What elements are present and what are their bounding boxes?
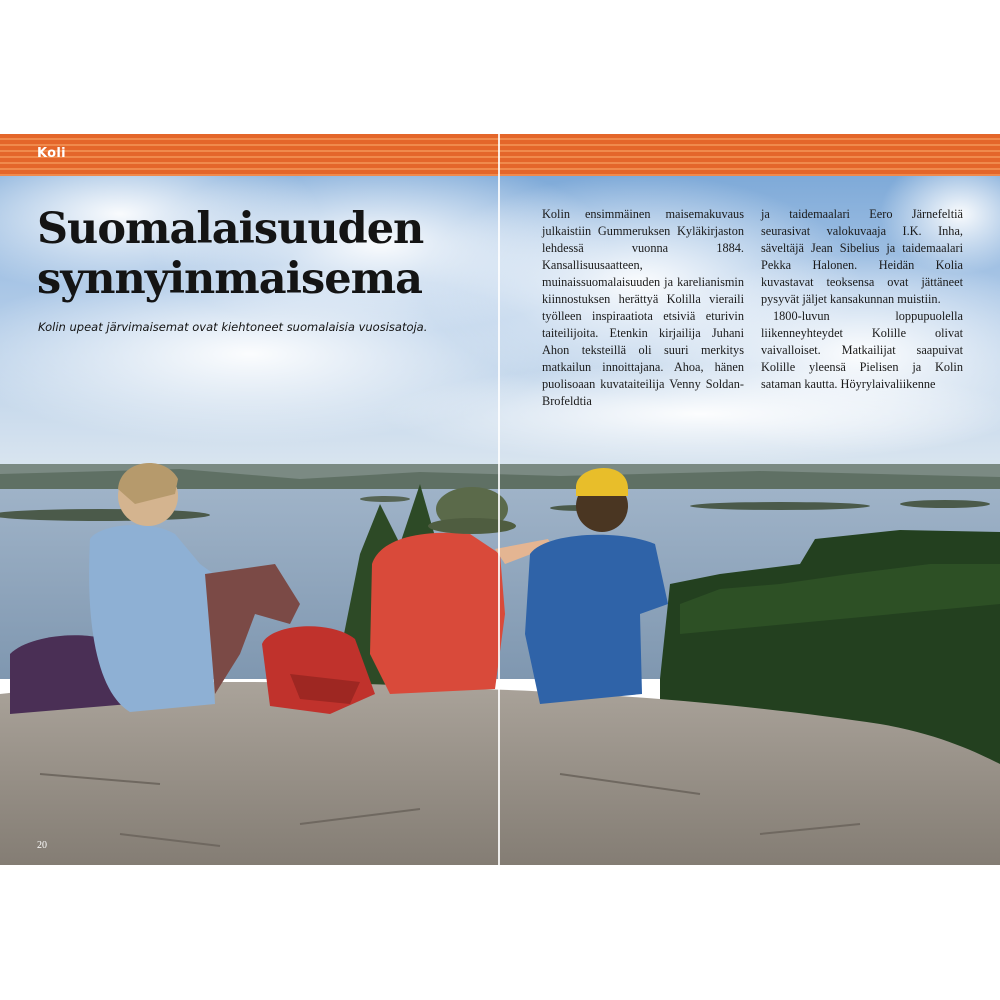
article-lede: Kolin upeat järvimaisemat ovat kiehtoneet suomalaisia vuosisatoja. [38, 320, 428, 334]
article-title [37, 204, 423, 304]
title-line-2: synnyinmaisema [37, 254, 422, 304]
section-label: Koli [37, 146, 66, 161]
section-header-band [0, 134, 1000, 176]
column-2-paragraph-2: 1800-luvun loppupuolella liikenneyhteydet Kolille olivat vaivalloiset. Matkailijat saapuivat Kolille yleensä Pielisen ja Kolin sataman kautta. Höyrylaivaliikenne [761, 309, 963, 391]
magazine-spread [0, 134, 1000, 865]
column-2-paragraph-1: ja taidemaalari Eero Järnefeltiä seurasivat valokuvaaja I.K. Inha, säveltäjä Jean Sibelius ja taidemaalari Pekka Halonen. Heidän Kolia kuvastavat teoksensa ovat jättäneet pysyvät jäljet kansakunnan muistiin. [761, 207, 963, 306]
text-column-1 [542, 206, 744, 410]
text-column-2 [761, 206, 963, 393]
page-number: 20 [37, 840, 47, 851]
title-line-1: Suomalaisuuden [37, 204, 424, 254]
column-1-paragraph: Kolin ensimmäinen maisemakuvaus julkaistiin Gummeruksen Kyläkirjaston lehdessä vuonna 1884. Kansallisuusaatteen, muinaissuomalaisuuden ja karelianismin kiinnostuksen herättyä Kolilla vieraili työlleen inspiraatiota etsiviä eturivin taiteilijoita. Etenkin kirjailija Juhani Ahon teksteillä oli suuri merkitys matkailun innoittajana. Ahoa, hänen puolisoaan kuvataiteilija Venny Soldan-Brofeldtia [542, 207, 744, 408]
page-gutter [498, 134, 500, 865]
